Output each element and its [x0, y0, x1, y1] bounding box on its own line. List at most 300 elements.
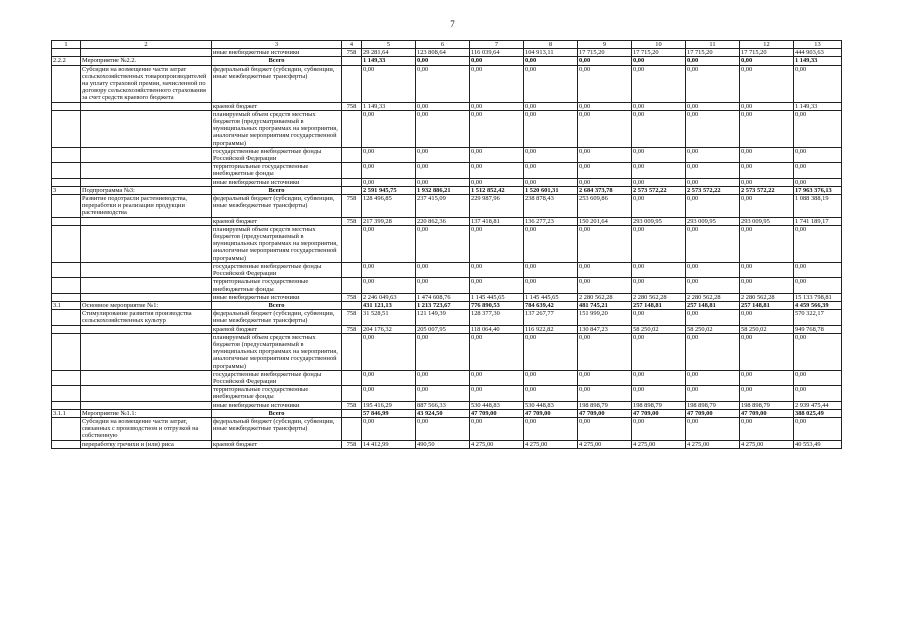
row-number-cell: 3.1.1 [52, 409, 81, 417]
item-name-cell: Мероприятие №2.2. [81, 57, 212, 65]
amount-cell: 2 591 945,75 [362, 186, 416, 194]
item-name-cell: Основное мероприятие №1: [81, 301, 212, 309]
row-number-cell [52, 178, 81, 186]
amount-cell: 0,00 [362, 65, 416, 102]
amount-cell: 490,50 [416, 440, 470, 448]
row-number-cell [52, 110, 81, 147]
amount-cell: 17 715,20 [686, 49, 740, 57]
amount-cell: 15 133 798,81 [794, 293, 842, 301]
row-number-cell [52, 325, 81, 333]
code-cell: 758 [342, 217, 362, 225]
code-cell [342, 147, 362, 162]
column-number-1: 1 [52, 41, 81, 49]
source-cell: краевой бюджет [212, 102, 342, 110]
amount-cell: 0,00 [362, 225, 416, 262]
amount-cell: 1 149,33 [362, 57, 416, 65]
source-cell: Всего [212, 186, 342, 194]
item-name-cell: Стимулирование развития производства сельскохозяйственных культур [81, 310, 212, 325]
amount-cell: 0,00 [740, 417, 794, 440]
code-cell: 758 [342, 440, 362, 448]
amount-cell: 0,00 [416, 163, 470, 178]
amount-cell: 0,00 [470, 178, 524, 186]
amount-cell: 257 148,81 [632, 301, 686, 309]
amount-cell: 0,00 [362, 333, 416, 370]
amount-cell: 0,00 [686, 225, 740, 262]
amount-cell: 4 275,00 [686, 440, 740, 448]
amount-cell: 0,00 [416, 333, 470, 370]
amount-cell: 0,00 [686, 370, 740, 385]
amount-cell: 784 639,42 [524, 301, 578, 309]
column-number-2: 2 [81, 41, 212, 49]
table-row [52, 163, 842, 178]
amount-cell: 0,00 [632, 386, 686, 401]
row-number-cell: 2.2.2 [52, 57, 81, 65]
table-row [52, 186, 842, 194]
source-cell: государственные внебюджетные фонды Российской Федерации [212, 370, 342, 385]
source-cell: государственные внебюджетные фонды Российской Федерации [212, 147, 342, 162]
amount-cell: 0,00 [362, 386, 416, 401]
row-number-cell [52, 65, 81, 102]
item-name-cell [81, 325, 212, 333]
amount-cell: 0,00 [632, 57, 686, 65]
amount-cell: 0,00 [740, 386, 794, 401]
code-cell [342, 386, 362, 401]
amount-cell: 0,00 [362, 178, 416, 186]
amount-cell: 0,00 [740, 262, 794, 277]
code-cell: 758 [342, 401, 362, 409]
item-name-cell [81, 333, 212, 370]
amount-cell: 220 862,36 [416, 217, 470, 225]
source-cell: Всего [212, 409, 342, 417]
code-cell [342, 333, 362, 370]
amount-cell: 0,00 [470, 147, 524, 162]
source-cell: федеральный бюджет (субсидии, субвенции, иные межбюджетные трансферты) [212, 195, 342, 218]
amount-cell: 118 064,40 [470, 325, 524, 333]
amount-cell: 0,00 [416, 278, 470, 293]
amount-cell: 0,00 [740, 225, 794, 262]
amount-cell: 0,00 [686, 65, 740, 102]
code-cell: 758 [342, 49, 362, 57]
amount-cell: 128 496,85 [362, 195, 416, 218]
amount-cell: 444 903,63 [794, 49, 842, 57]
amount-cell: 0,00 [470, 278, 524, 293]
amount-cell: 150 201,64 [578, 217, 632, 225]
amount-cell: 137 418,81 [470, 217, 524, 225]
amount-cell: 136 277,23 [524, 217, 578, 225]
code-cell [342, 178, 362, 186]
column-number-8: 8 [524, 41, 578, 49]
table-row [52, 409, 842, 417]
row-number-cell [52, 217, 81, 225]
amount-cell: 0,00 [686, 195, 740, 218]
row-number-cell [52, 225, 81, 262]
amount-cell: 0,00 [686, 178, 740, 186]
row-number-cell: 3.1 [52, 301, 81, 309]
source-cell: краевой бюджет [212, 217, 342, 225]
row-number-cell: 3 [52, 186, 81, 194]
amount-cell: 1 520 601,31 [524, 186, 578, 194]
amount-cell: 121 149,39 [416, 310, 470, 325]
amount-cell: 0,00 [794, 262, 842, 277]
amount-cell: 0,00 [470, 163, 524, 178]
amount-cell: 47 709,00 [632, 409, 686, 417]
amount-cell: 0,00 [416, 147, 470, 162]
amount-cell: 4 275,00 [470, 440, 524, 448]
amount-cell: 47 709,00 [578, 409, 632, 417]
amount-cell: 2 573 572,22 [632, 186, 686, 194]
amount-cell: 104 913,11 [524, 49, 578, 57]
amount-cell: 0,00 [416, 178, 470, 186]
item-name-cell [81, 386, 212, 401]
item-name-cell [81, 370, 212, 385]
amount-cell: 0,00 [740, 278, 794, 293]
amount-cell: 17 715,20 [578, 49, 632, 57]
amount-cell: 0,00 [524, 147, 578, 162]
amount-cell: 1 741 189,17 [794, 217, 842, 225]
amount-cell: 47 709,00 [686, 409, 740, 417]
amount-cell: 0,00 [578, 417, 632, 440]
amount-cell: 0,00 [632, 333, 686, 370]
amount-cell: 1 145 445,65 [524, 293, 578, 301]
amount-cell: 0,00 [362, 278, 416, 293]
column-number-13: 13 [794, 41, 842, 49]
amount-cell: 237 415,09 [416, 195, 470, 218]
amount-cell: 0,00 [524, 370, 578, 385]
amount-cell: 57 846,99 [362, 409, 416, 417]
amount-cell: 1 149,33 [794, 57, 842, 65]
amount-cell: 0,00 [794, 278, 842, 293]
amount-cell: 257 148,81 [740, 301, 794, 309]
amount-cell: 4 275,00 [578, 440, 632, 448]
amount-cell: 0,00 [524, 278, 578, 293]
amount-cell: 0,00 [362, 110, 416, 147]
amount-cell: 0,00 [686, 417, 740, 440]
item-name-cell: Субсидии на возмещение части затрат сельскохозяйственных товаропроизводителей на уплату страховой премии, начисленной по договору сельскохозяйственного страхования за счет средств краевого бюджета [81, 65, 212, 102]
code-cell: 758 [342, 325, 362, 333]
table-row [52, 333, 842, 370]
row-number-cell [52, 293, 81, 301]
item-name-cell [81, 178, 212, 186]
table-row [52, 293, 842, 301]
table-row [52, 301, 842, 309]
amount-cell: 0,00 [362, 417, 416, 440]
amount-cell: 2 939 475,44 [794, 401, 842, 409]
code-cell [342, 186, 362, 194]
amount-cell: 40 553,49 [794, 440, 842, 448]
amount-cell: 47 709,00 [470, 409, 524, 417]
row-number-cell [52, 262, 81, 277]
amount-cell: 887 566,33 [416, 401, 470, 409]
amount-cell: 4 459 566,39 [794, 301, 842, 309]
amount-cell: 0,00 [416, 65, 470, 102]
amount-cell: 205 007,95 [416, 325, 470, 333]
amount-cell: 0,00 [794, 417, 842, 440]
amount-cell: 0,00 [632, 65, 686, 102]
source-cell: планируемый объем средств местных бюджетов (предусматриваемый в муниципальных программах на мероприятия, аналогичные мероприятиям государственной программы) [212, 333, 342, 370]
amount-cell: 0,00 [632, 225, 686, 262]
source-cell: иные внебюджетные источники [212, 293, 342, 301]
amount-cell: 0,00 [578, 370, 632, 385]
amount-cell: 0,00 [632, 370, 686, 385]
amount-cell: 0,00 [470, 386, 524, 401]
column-number-4: 4 [342, 41, 362, 49]
amount-cell: 0,00 [740, 310, 794, 325]
amount-cell: 58 250,02 [740, 325, 794, 333]
table-row [52, 262, 842, 277]
amount-cell: 0,00 [470, 110, 524, 147]
amount-cell: 47 709,00 [740, 409, 794, 417]
table-row [52, 310, 842, 325]
amount-cell: 0,00 [686, 310, 740, 325]
table-row [52, 225, 842, 262]
amount-cell: 116 039,64 [470, 49, 524, 57]
amount-cell: 949 768,78 [794, 325, 842, 333]
budget-table [51, 40, 842, 449]
amount-cell: 0,00 [578, 65, 632, 102]
amount-cell: 1 149,33 [794, 102, 842, 110]
code-cell [342, 225, 362, 262]
amount-cell: 2 573 572,22 [686, 186, 740, 194]
amount-cell: 0,00 [578, 178, 632, 186]
amount-cell: 0,00 [686, 386, 740, 401]
amount-cell: 1 932 886,21 [416, 186, 470, 194]
amount-cell: 0,00 [686, 278, 740, 293]
amount-cell: 58 250,02 [632, 325, 686, 333]
amount-cell: 0,00 [686, 147, 740, 162]
amount-cell: 0,00 [794, 386, 842, 401]
item-name-cell [81, 293, 212, 301]
amount-cell: 0,00 [740, 178, 794, 186]
column-number-3: 3 [212, 41, 342, 49]
amount-cell: 0,00 [794, 178, 842, 186]
table-row [52, 440, 842, 448]
amount-cell: 2 280 562,28 [740, 293, 794, 301]
amount-cell: 0,00 [794, 225, 842, 262]
code-cell: 758 [342, 102, 362, 110]
table-row [52, 102, 842, 110]
code-cell: 758 [342, 310, 362, 325]
amount-cell: 0,00 [740, 370, 794, 385]
amount-cell: 0,00 [524, 65, 578, 102]
amount-cell: 0,00 [362, 262, 416, 277]
amount-cell: 0,00 [416, 57, 470, 65]
amount-cell: 0,00 [740, 147, 794, 162]
amount-cell: 0,00 [416, 225, 470, 262]
code-cell: 758 [342, 293, 362, 301]
amount-cell: 14 412,99 [362, 440, 416, 448]
amount-cell: 204 176,32 [362, 325, 416, 333]
code-cell [342, 57, 362, 65]
amount-cell: 530 448,83 [524, 401, 578, 409]
amount-cell: 0,00 [470, 333, 524, 370]
amount-cell: 4 275,00 [632, 440, 686, 448]
row-number-cell [52, 49, 81, 57]
amount-cell: 293 009,95 [740, 217, 794, 225]
table-row [52, 57, 842, 65]
amount-cell: 0,00 [794, 333, 842, 370]
amount-cell: 0,00 [524, 57, 578, 65]
source-cell: Всего [212, 57, 342, 65]
amount-cell: 0,00 [524, 262, 578, 277]
amount-cell: 0,00 [524, 163, 578, 178]
amount-cell: 2 280 562,28 [686, 293, 740, 301]
amount-cell: 151 999,20 [578, 310, 632, 325]
row-number-cell [52, 386, 81, 401]
table-row [52, 370, 842, 385]
table-row [52, 110, 842, 147]
item-name-cell [81, 110, 212, 147]
amount-cell: 0,00 [632, 310, 686, 325]
item-name-cell [81, 102, 212, 110]
amount-cell: 0,00 [632, 147, 686, 162]
item-name-cell: Подпрограмма №3: [81, 186, 212, 194]
source-cell: иные внебюджетные источники [212, 401, 342, 409]
amount-cell: 0,00 [686, 163, 740, 178]
amount-cell: 238 878,43 [524, 195, 578, 218]
amount-cell: 0,00 [578, 386, 632, 401]
amount-cell: 1 149,33 [362, 102, 416, 110]
amount-cell: 128 377,30 [470, 310, 524, 325]
item-name-cell [81, 163, 212, 178]
code-cell [342, 301, 362, 309]
table-row [52, 386, 842, 401]
amount-cell: 0,00 [524, 333, 578, 370]
table-row [52, 417, 842, 440]
item-name-cell [81, 401, 212, 409]
amount-cell: 0,00 [740, 65, 794, 102]
amount-cell: 0,00 [524, 225, 578, 262]
item-name-cell [81, 262, 212, 277]
code-cell [342, 417, 362, 440]
source-cell: Всего [212, 301, 342, 309]
amount-cell: 0,00 [362, 163, 416, 178]
amount-cell: 17 963 376,13 [794, 186, 842, 194]
column-number-7: 7 [470, 41, 524, 49]
amount-cell: 0,00 [740, 110, 794, 147]
source-cell: территориальные государственные внебюджетные фонды [212, 163, 342, 178]
table-row [52, 217, 842, 225]
row-number-cell [52, 370, 81, 385]
table-row [52, 49, 842, 57]
code-cell [342, 278, 362, 293]
source-cell: краевой бюджет [212, 440, 342, 448]
code-cell [342, 163, 362, 178]
source-cell: планируемый объем средств местных бюджетов (предусматриваемый в муниципальных программах на мероприятия, аналогичные мероприятиям государственной программы) [212, 110, 342, 147]
amount-cell: 0,00 [524, 110, 578, 147]
amount-cell: 0,00 [362, 147, 416, 162]
amount-cell: 0,00 [470, 57, 524, 65]
item-name-cell: Мероприятие №1.1: [81, 409, 212, 417]
amount-cell: 4 275,00 [524, 440, 578, 448]
amount-cell: 0,00 [686, 102, 740, 110]
amount-cell: 1 474 608,76 [416, 293, 470, 301]
column-number-6: 6 [416, 41, 470, 49]
table-row [52, 147, 842, 162]
item-name-cell: Развитие подотрасли растениеводства, переработки и реализации продукции растениеводства [81, 195, 212, 218]
amount-cell: 29 281,64 [362, 49, 416, 57]
amount-cell: 0,00 [632, 262, 686, 277]
amount-cell: 0,00 [632, 110, 686, 147]
amount-cell: 253 609,86 [578, 195, 632, 218]
item-name-cell [81, 217, 212, 225]
amount-cell: 0,00 [740, 195, 794, 218]
amount-cell: 0,00 [740, 102, 794, 110]
table-header-row [52, 41, 842, 49]
amount-cell: 0,00 [578, 333, 632, 370]
amount-cell: 0,00 [416, 417, 470, 440]
amount-cell: 293 009,95 [632, 217, 686, 225]
amount-cell: 0,00 [470, 370, 524, 385]
amount-cell: 0,00 [740, 57, 794, 65]
amount-cell: 0,00 [578, 102, 632, 110]
amount-cell: 4 275,00 [740, 440, 794, 448]
row-number-cell [52, 147, 81, 162]
amount-cell: 0,00 [416, 370, 470, 385]
amount-cell: 0,00 [578, 225, 632, 262]
item-name-cell [81, 225, 212, 262]
source-cell: федеральный бюджет (субсидии, субвенции, иные межбюджетные трансферты) [212, 310, 342, 325]
amount-cell: 0,00 [578, 163, 632, 178]
amount-cell: 198 898,79 [578, 401, 632, 409]
source-cell: государственные внебюджетные фонды Российской Федерации [212, 262, 342, 277]
source-cell: планируемый объем средств местных бюджетов (предусматриваемый в муниципальных программах на мероприятия, аналогичные мероприятиям государственной программы) [212, 225, 342, 262]
amount-cell: 0,00 [416, 262, 470, 277]
amount-cell: 388 025,49 [794, 409, 842, 417]
amount-cell: 0,00 [524, 102, 578, 110]
amount-cell: 31 528,51 [362, 310, 416, 325]
page-number: 7 [450, 19, 455, 29]
code-cell [342, 409, 362, 417]
amount-cell: 17 715,20 [632, 49, 686, 57]
table-row [52, 195, 842, 218]
amount-cell: 0,00 [794, 370, 842, 385]
column-number-5: 5 [362, 41, 416, 49]
amount-cell: 195 416,29 [362, 401, 416, 409]
amount-cell: 0,00 [632, 417, 686, 440]
amount-cell: 43 924,50 [416, 409, 470, 417]
amount-cell: 431 121,13 [362, 301, 416, 309]
amount-cell: 0,00 [470, 417, 524, 440]
amount-cell: 2 280 562,28 [632, 293, 686, 301]
column-number-11: 11 [686, 41, 740, 49]
amount-cell: 0,00 [632, 163, 686, 178]
amount-cell: 0,00 [740, 333, 794, 370]
amount-cell: 0,00 [578, 57, 632, 65]
amount-cell: 257 148,81 [686, 301, 740, 309]
amount-cell: 58 250,02 [686, 325, 740, 333]
amount-cell: 0,00 [794, 163, 842, 178]
table-row [52, 178, 842, 186]
amount-cell: 0,00 [578, 147, 632, 162]
row-number-cell [52, 195, 81, 218]
table-row [52, 401, 842, 409]
amount-cell: 229 987,96 [470, 195, 524, 218]
amount-cell: 0,00 [578, 262, 632, 277]
row-number-cell [52, 278, 81, 293]
code-cell: 758 [342, 195, 362, 218]
source-cell: территориальные государственные внебюджетные фонды [212, 278, 342, 293]
amount-cell: 0,00 [524, 178, 578, 186]
amount-cell: 0,00 [632, 178, 686, 186]
amount-cell: 116 922,82 [524, 325, 578, 333]
item-name-cell [81, 278, 212, 293]
amount-cell: 137 267,77 [524, 310, 578, 325]
amount-cell: 0,00 [686, 333, 740, 370]
row-number-cell [52, 333, 81, 370]
amount-cell: 0,00 [470, 225, 524, 262]
column-number-9: 9 [578, 41, 632, 49]
code-cell [342, 262, 362, 277]
